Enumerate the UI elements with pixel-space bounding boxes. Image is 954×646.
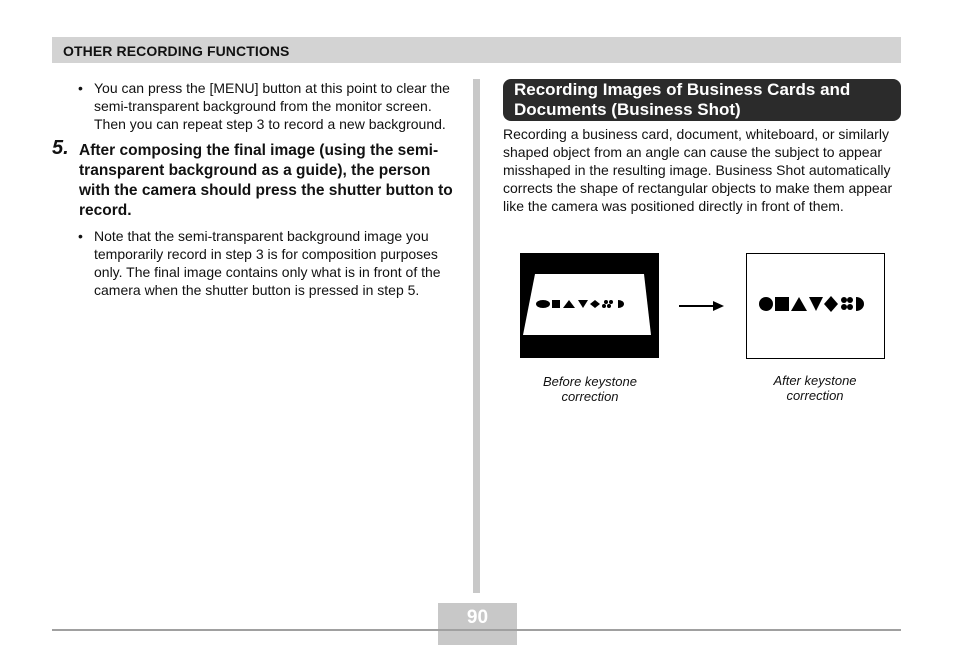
section-heading [503, 79, 901, 121]
bullet-menu-note [78, 79, 458, 133]
bullet-menu-note-text: You can press the [MENU] button at this point to clear the semi-transparent background from the monitor screen. Then you can repeat step 3 to record a new background. [94, 80, 450, 132]
page-number: 90 [466, 607, 489, 628]
before-caption: Before keystone correction [543, 374, 637, 404]
page-number-box-lower [438, 631, 517, 645]
step-number: 5. [52, 137, 69, 159]
after-keystone-image [746, 253, 885, 359]
column-divider [473, 79, 480, 593]
before-keystone-image [520, 253, 659, 358]
arrow-right-icon [679, 299, 725, 313]
section-header-title: OTHER RECORDING FUNCTIONS [63, 43, 290, 59]
step-5 [52, 137, 458, 221]
bullet-dot: • [78, 228, 83, 244]
bullet-composition-note [78, 227, 458, 299]
header-bar [52, 37, 901, 63]
after-caption: After keystone correction [773, 373, 857, 403]
section-heading-text: Recording Images of Business Cards and Documents (Business Shot) [514, 80, 851, 119]
bullet-composition-note-text: Note that the semi-transparent background image you temporarily record in step 3 is for composition purposes only. The final image contains only what is in front of the camera when the shutter button is pressed in step 5. [94, 228, 441, 298]
left-column [52, 79, 458, 299]
step-5-text: After composing the final image (using the semi-transparent background as a guide), the person with the camera should press the shutter button to record. [79, 142, 453, 219]
page-number-box [438, 603, 517, 629]
section-body: Recording a business card, document, whiteboard, or similarly shaped object from an angle can cause the subject to appear misshaped in the resulting image. Business Shot automatically corrects the shape of rectangular objects to make them appear like the camera was positioned directly in front of them. [503, 126, 893, 214]
bullet-dot: • [78, 80, 83, 96]
